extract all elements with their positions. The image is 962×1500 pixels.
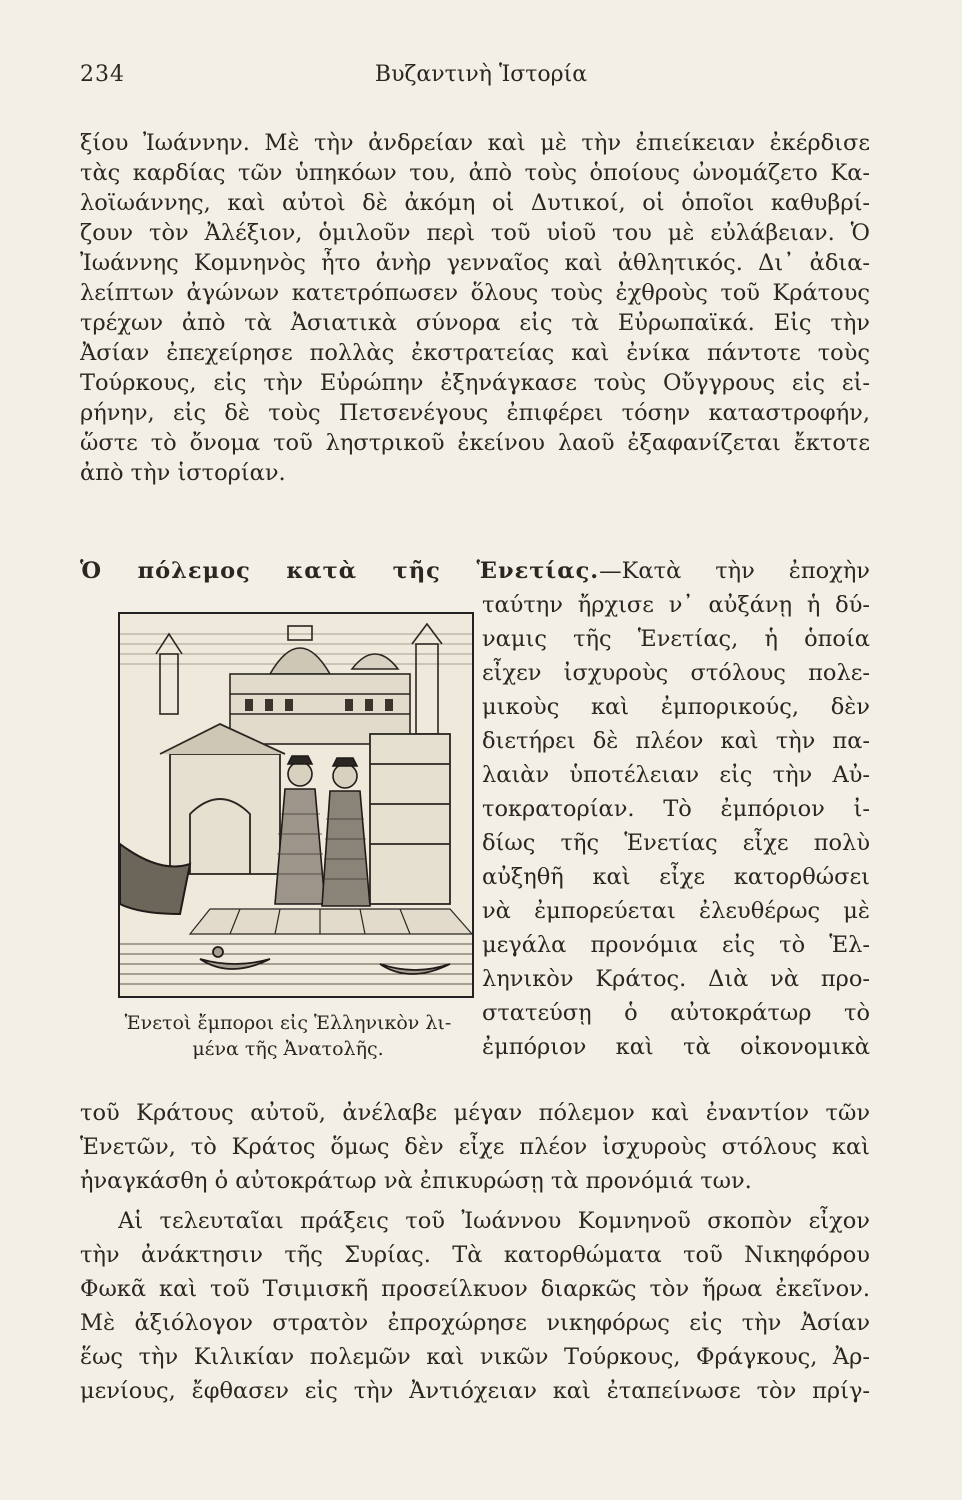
text-line: διετήρει δὲ πλέον καὶ τὴν πα- [482,728,870,754]
running-title: Βυζαντινὴ Ἱστορία [374,62,588,87]
text-line: τοῦ Κράτους αὐτοῦ, ἀνέλαβε μέγαν πόλεμον καὶ ἐναντίον τῶν [80,1100,870,1126]
text-line: νὰ ἐμπορεύεται ἐλευθέρως μὲ [482,898,870,924]
figure-caption-line: Ἑνετοὶ ἔμποροι εἰς Ἑλληνικὸν λι- [124,1012,452,1034]
text-line: ξίου Ἰωάννην. Μὲ τὴν ἀνδρείαν καὶ μὲ τὴν ἐπιείκειαν ἐκέρδισε [80,130,870,156]
text-line: Αἱ τελευταῖαι πράξεις τοῦ Ἰωάννου Κομνηνοῦ σκοπὸν εἶχον [118,1208,870,1234]
text-line: λείπτων ἀγώνων κατετρόπωσεν ὅλους τοὺς ἐχθροὺς τοῦ Κράτους [80,280,870,306]
text-line: μικοὺς καὶ ἐμπορικούς, δὲν [482,694,870,720]
text-line: Ἀσίαν ἐπεχείρησε πολλὰς ἐκστρατείας καὶ ἐνίκα πάντοτε τοὺς [80,340,870,366]
text-line: εἶχεν ἰσχυροὺς στόλους πολε- [482,660,870,686]
text-line: Ἰωάννης Κομνηνὸς ἦτο ἀνὴρ γενναῖος καὶ ἀθλητικός. Δι᾽ ἀδια- [80,250,870,276]
text-line: ἕως τὴν Κιλικίαν πολεμῶν καὶ νικῶν Τούρκους, Φράγκους, Ἀρ- [80,1344,870,1370]
harbor-scene-drawing [120,614,472,996]
text-line: Φωκᾶ καὶ τοῦ Τσιμισκῆ προσείλκυον διαρκῶς τὸν ἥρωα ἐκεῖνον. [80,1276,870,1302]
page-number: 234 [80,62,125,87]
figure-caption-line: μένα τῆς Ἀνατολῆς. [192,1038,384,1060]
text-line: ληνικὸν Κράτος. Διὰ νὰ προ- [482,966,870,992]
text-line: στατεύσῃ ὁ αὐτοκράτωρ τὸ [482,1000,870,1026]
text-line: λοϊωάννης, καὶ αὐτοὶ δὲ ἀκόμη οἱ Δυτικοί, οἱ ὁποῖοι καθυβρί- [80,190,870,216]
section-heading-line [80,556,870,586]
section-heading-tail: —Κατὰ τὴν ἐποχὴν [599,558,870,584]
text-line: ζουν τὸν Ἀλέξιον, ὁμιλοῦν περὶ τοῦ υἱοῦ του μὲ εὐλάβειαν. Ὁ [80,220,870,246]
text-line: ναμις τῆς Ἑνετίας, ἡ ὁποία [482,626,870,652]
text-line: τὰς καρδίας τῶν ὑπηκόων του, ἀπὸ τοὺς ὁποίους ὠνομάζετο Κα- [80,160,870,186]
text-line: τρέχων ἀπὸ τὰ Ἀσιατικὰ σύνορα εἰς τὰ Εὐρωπαϊκά. Εἰς τὴν [80,310,870,336]
text-line: ἐμπόριον καὶ τὰ οἰκονομικὰ [482,1034,870,1060]
text-line: αὐξηθῆ καὶ εἶχε κατορθώσει [482,864,870,890]
text-line: μενίους, ἔφθασεν εἰς τὴν Ἀντιόχειαν καὶ ἐταπείνωσε τὸν πρίγ- [80,1378,870,1404]
text-line: ταύτην ἤρχισε ν᾽ αὐξάνῃ ἡ δύ- [482,592,870,618]
text-line: ἠναγκάσθη ὁ αὐτοκράτωρ νὰ ἐπικυρώσῃ τὰ προνόμιά των. [80,1168,752,1194]
text-line: τοκρατορίαν. Τὸ ἐμπόριον ἰ- [482,796,870,822]
text-line: λαιὰν ὑποτέλειαν εἰς τὴν Αὐ- [482,762,870,788]
text-line: Ἑνετῶν, τὸ Κράτος ὅμως δὲν εἶχε πλέον ἰσχυροὺς στόλους καὶ [80,1134,870,1160]
section-heading: Ὁ πόλεμος κατὰ τῆς Ἑνετίας. [80,558,600,584]
text-line: μεγάλα προνόμια εἰς τὸ Ἑλ- [482,932,870,958]
text-line: δίως τῆς Ἑνετίας εἶχε πολὺ [482,830,870,856]
text-line: τὴν ἀνάκτησιν τῆς Συρίας. Τὰ κατορθώματα τοῦ Νικηφόρου [80,1242,870,1268]
engraving-illustration [118,612,474,998]
text-line: Τούρκους, εἰς τὴν Εὐρώπην ἐξηνάγκασε τοὺς Οὔγγρους εἰς εἰ- [80,370,870,396]
text-line: ὥστε τὸ ὄνομα τοῦ ληστρικοῦ ἐκείνου λαοῦ ἐξαφανίζεται ἔκτοτε [80,430,870,456]
text-line: Μὲ ἀξιόλογον στρατὸν ἐπροχώρησε νικηφόρως εἰς τὴν Ἀσίαν [80,1310,870,1336]
text-line: ἀπὸ τὴν ἱστορίαν. [80,460,286,486]
text-line: ρήνην, εἰς δὲ τοὺς Πετσενέγους ἐπιφέρει τόσην καταστροφήν, [80,400,870,426]
